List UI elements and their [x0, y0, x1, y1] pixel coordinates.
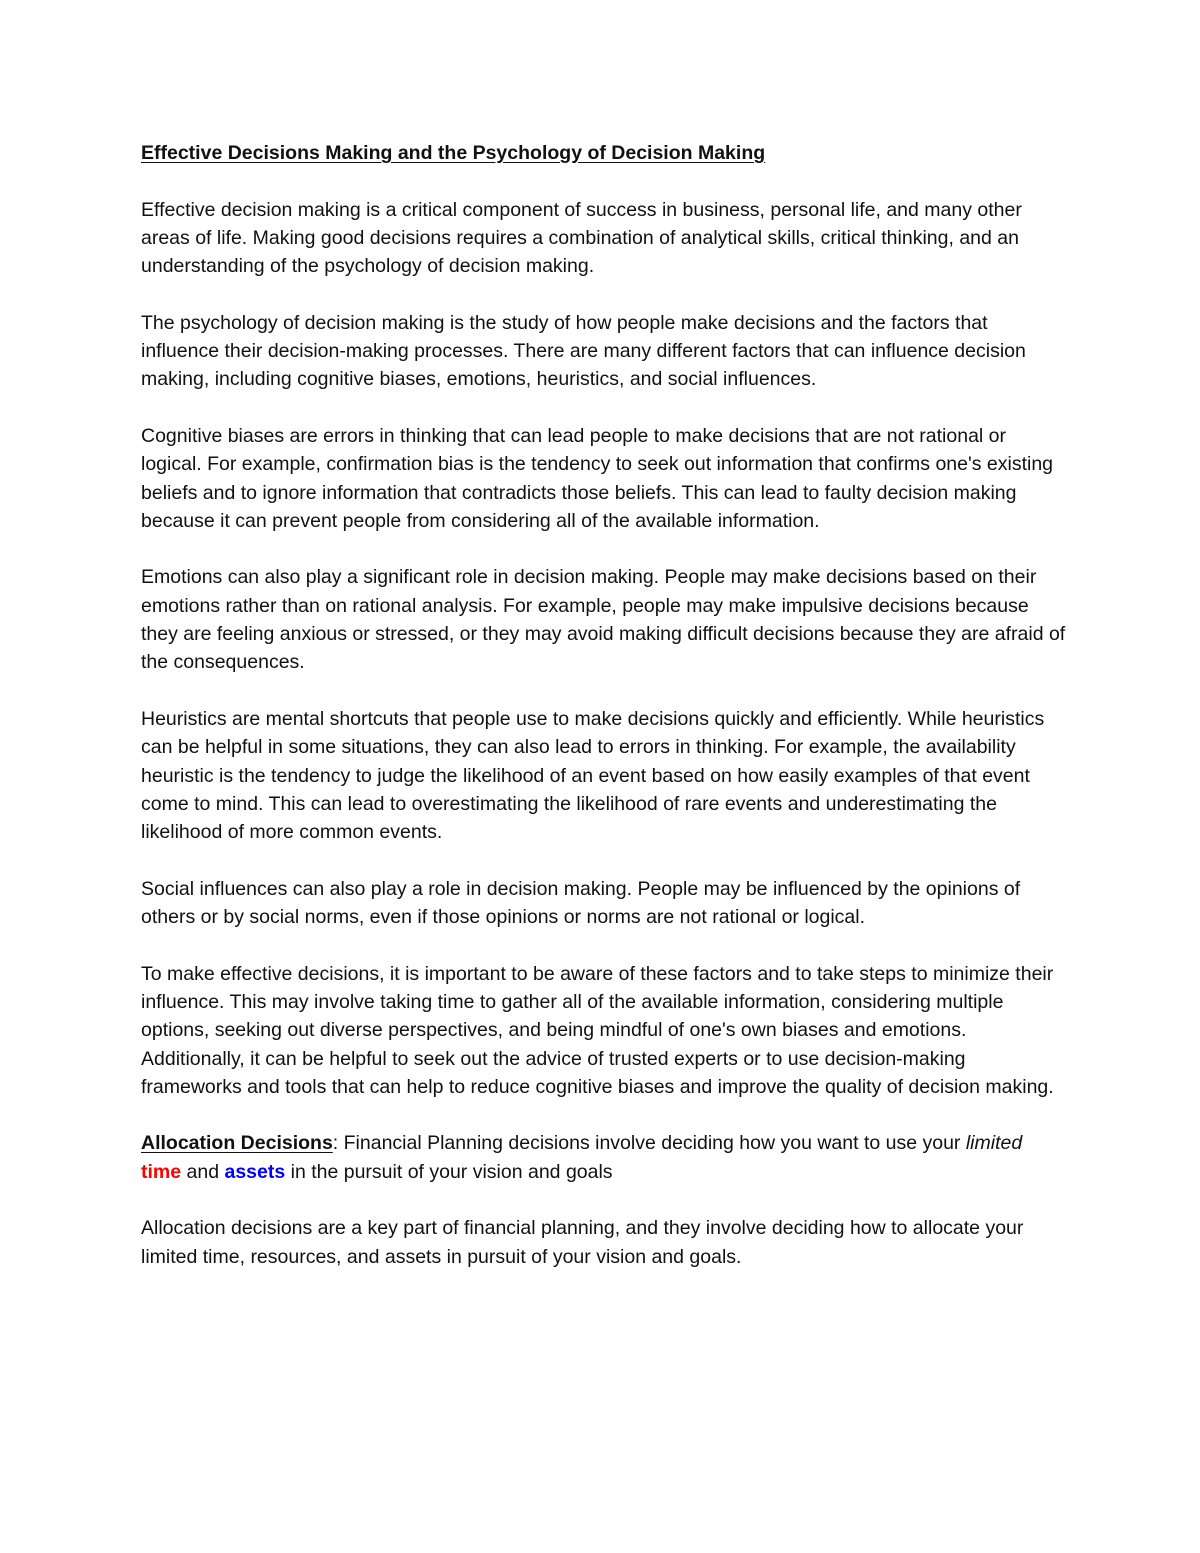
paragraph-effective-decisions: To make effective decisions, it is important to be aware of these factors and to take steps to minimize their influence. This may involve taking time to gather all of the available information, considering multiple options, seeking out diverse perspectives, and being mindful of one's own biases and emotions. Additionally, it can be helpful to seek out the advice of trusted experts or to use decision-making frameworks and tools that can help to reduce cognitive biases and improve the quality of decision making.: [141, 962, 1054, 1098]
paragraph-social-influences: Social influences can also play a role in decision making. People may be influenced by the opinions of others or by social norms, even if those opinions or norms are not rational or logical.: [141, 877, 1021, 929]
allocation-colon: :: [332, 1132, 339, 1155]
document-page: [141, 139, 1066, 1299]
paragraph-cognitive-biases: Cognitive biases are errors in thinking that can lead people to make decisions that are not rational or logical. For example, confirmation bias is the tendency to seek out information that confirms one's existing beliefs and to ignore information that contradicts those beliefs. This can lead to faulty decision making because it can prevent people from considering all of the available information.: [141, 424, 1054, 532]
allocation-text-after: in the pursuit of your vision and goals: [285, 1160, 613, 1183]
paragraph-emotions: Emotions can also play a significant role in decision making. People may make decisions based on their emotions rather than on rational analysis. For example, people may make impulsive decisions because they are feeling anxious or stressed, or they may avoid making difficult decisions because they are afraid of the consequences.: [141, 566, 1066, 674]
allocation-decisions-paragraph: [141, 1129, 1066, 1186]
assets-keyword: assets: [224, 1160, 286, 1183]
paragraph-psychology: The psychology of decision making is the study of how people make decisions and the factors that influence their decision-making processes. There are many different factors that can influence decision making, including cognitive biases, emotions, heuristics, and social influences.: [141, 311, 1026, 391]
allocation-text-before: Financial Planning decisions involve deciding how you want to use your: [338, 1132, 966, 1155]
time-keyword: time: [141, 1160, 182, 1183]
document-title: Effective Decisions Making and the Psychology of Decision Making: [141, 142, 766, 164]
paragraph-intro: Effective decision making is a critical component of success in business, personal life, and many other areas of life. Making good decisions requires a combination of analytical skills, critical thinking, and an understanding of the psychology of decision making.: [141, 198, 1022, 278]
paragraph-allocation-closing: Allocation decisions are a key part of financial planning, and they involve deciding how to allocate your limited time, resources, and assets in pursuit of your vision and goals.: [141, 1217, 1024, 1268]
limited-word: limited: [965, 1132, 1023, 1155]
allocation-decisions-heading: Allocation Decisions: [141, 1132, 333, 1155]
paragraph-heuristics: Heuristics are mental shortcuts that people use to make decisions quickly and efficiently. While heuristics can be helpful in some situations, they can also lead to errors in thinking. For example, the availability heuristic is the tendency to judge the likelihood of an event based on how easily examples of that event come to mind. This can lead to overestimating the likelihood of rare events and underestimating the likelihood of more common events.: [141, 707, 1045, 844]
allocation-connector: and: [181, 1160, 225, 1183]
